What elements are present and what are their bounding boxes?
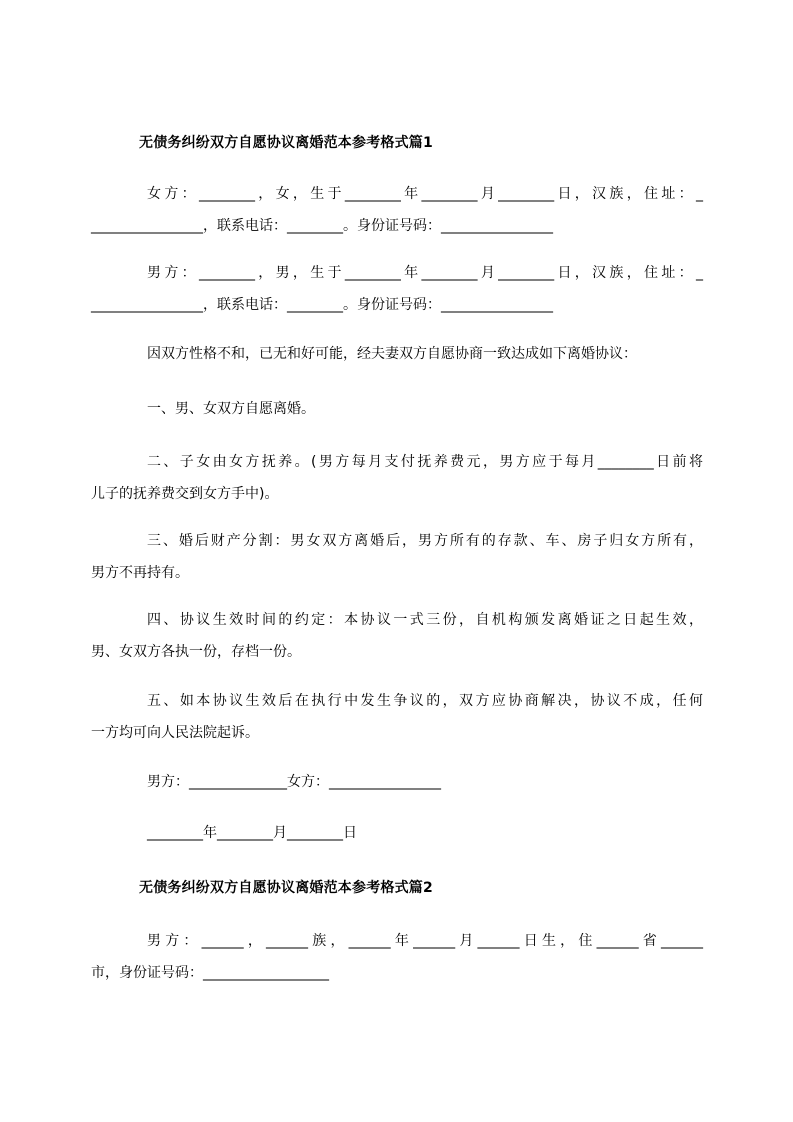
clause2-paragraph	[91, 446, 703, 510]
clause4-paragraph	[91, 604, 703, 668]
clause1-paragraph	[91, 393, 703, 425]
section2-heading: 无债务纠纷双方自愿协议离婚范本参考格式篇2	[139, 880, 433, 896]
clause3-paragraph	[91, 525, 703, 589]
male-info-line1: 男方：________，男，生于________年________月________日，汉族，住址：_	[147, 265, 703, 281]
section2-male-info-paragraph	[91, 925, 703, 989]
male-info-line2: ________________，联系电话：________。身份证号码：________________	[91, 297, 553, 313]
preamble-paragraph	[91, 338, 703, 370]
section2-male-info-line2: 市，身份证号码：__________________	[91, 965, 329, 981]
signature-line: 男方：______________女方：________________	[147, 774, 441, 790]
clause5-paragraph	[91, 685, 703, 749]
male-info-paragraph	[91, 257, 703, 321]
section2-male-info-line1: 男方：______，______族，______年______月______日生，住______省______	[147, 933, 703, 949]
female-info-paragraph	[91, 178, 703, 242]
date-paragraph	[91, 817, 703, 849]
clause3-line2: 男方不再持有。	[91, 565, 189, 581]
preamble-line: 因双方性格不和，已无和好可能，经夫妻双方自愿协商一致达成如下离婚协议：	[147, 346, 637, 362]
clause3-line1: 三、婚后财产分割：男女双方离婚后，男方所有的存款、车、房子归女方所有，	[147, 533, 703, 549]
signature-paragraph	[91, 766, 703, 798]
clause4-line2: 男、女双方各执一份，存档一份。	[91, 644, 301, 660]
clause1-line: 一、男、女双方自愿离婚。	[147, 401, 315, 417]
clause5-line2: 一方均可向人民法院起诉。	[91, 725, 259, 741]
clause4-line1: 四、协议生效时间的约定：本协议一式三份，自机构颁发离婚证之日起生效，	[147, 612, 703, 628]
clause5-line1: 五、如本协议生效后在执行中发生争议的，双方应协商解决，协议不成，任何	[147, 693, 703, 709]
clause2-line2: 儿子的抚养费交到女方手中)。	[91, 486, 279, 502]
date-line: ________年________月________日	[147, 825, 357, 841]
female-info-line1: 女方：________，女，生于________年________月________日，汉族，住址：_	[147, 186, 703, 202]
clause2-line1: 二、子女由女方抚养。(男方每月支付抚养费元，男方应于每月________日前将	[147, 454, 703, 470]
female-info-line2: ________________，联系电话：________。身份证号码：________________	[91, 218, 553, 234]
section1-heading: 无债务纠纷双方自愿协议离婚范本参考格式篇1	[139, 135, 433, 151]
